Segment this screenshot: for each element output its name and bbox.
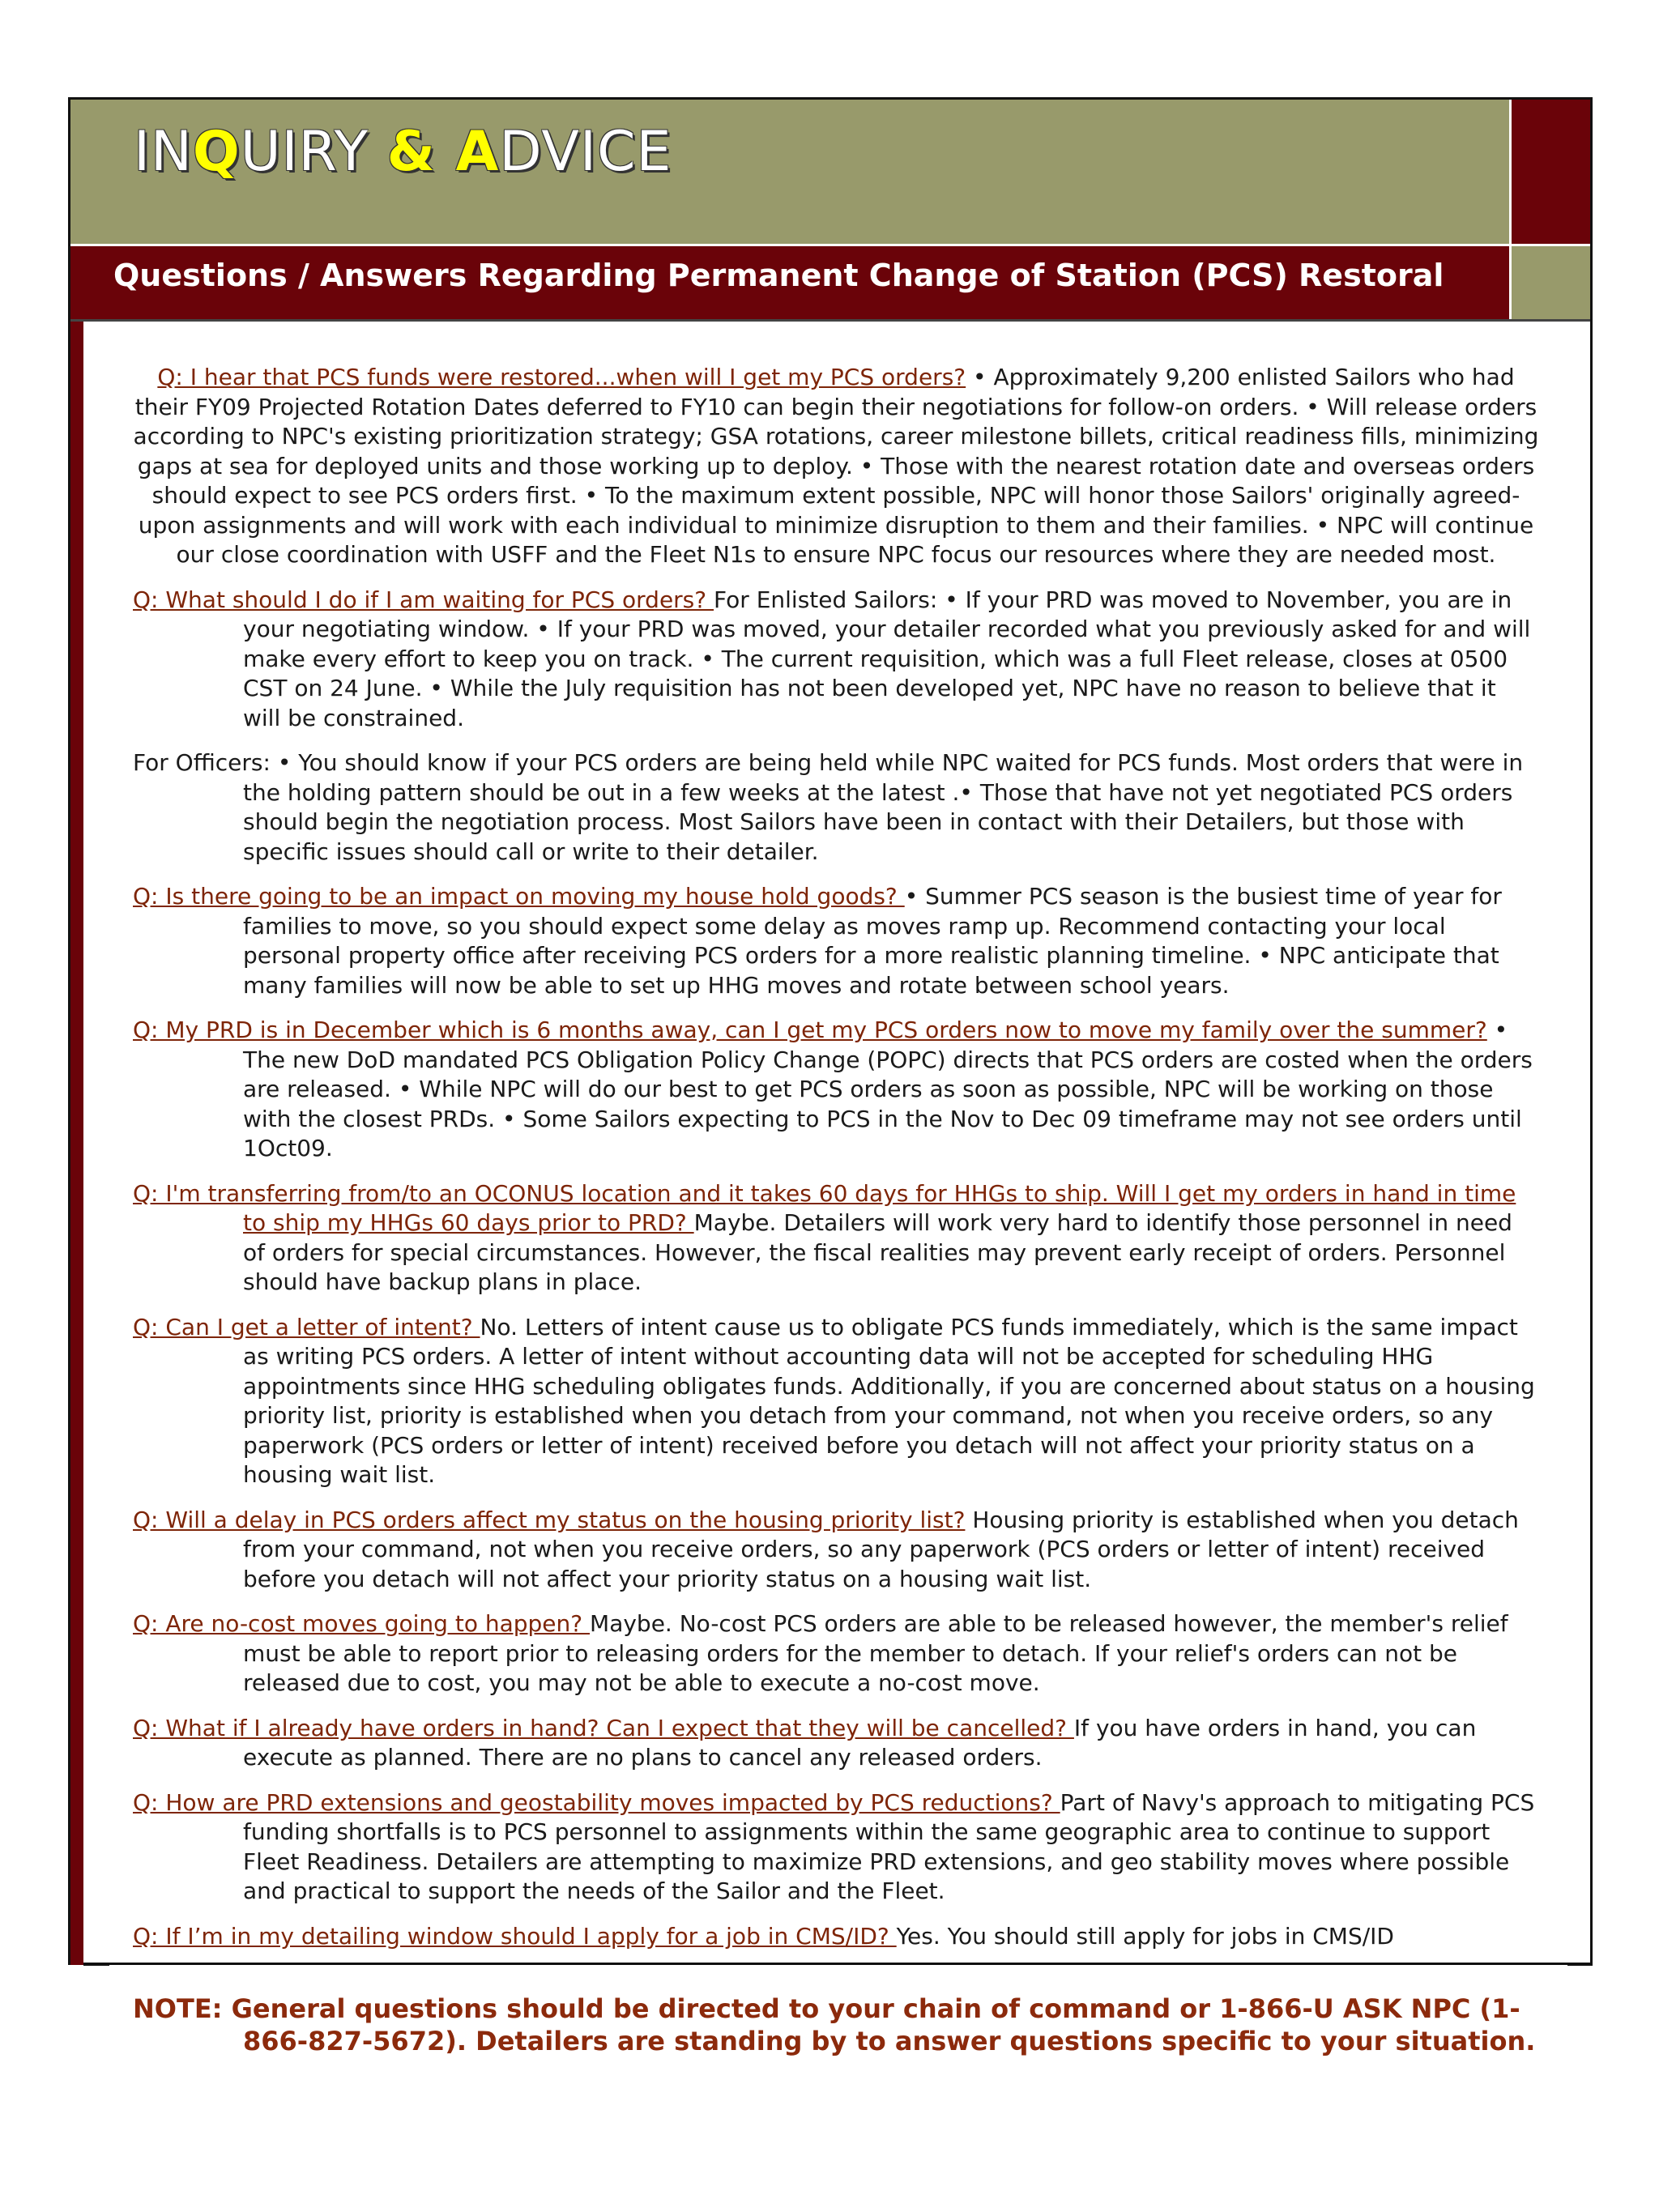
answer: Housing priority is established when you detach from your command, not when you receive orders, so any paperwork (PCS orders or letter of intent) received before you detach will not affect your priority status on a housing wait list. [243, 1506, 1519, 1592]
answer: If you have orders in hand, you can execute as planned. There are no plans to cancel any released orders. [243, 1714, 1477, 1771]
divider [70, 319, 1590, 322]
answer: Yes. You should still apply for jobs in CMS/ID [896, 1922, 1394, 1950]
title-part: DVICE [499, 120, 672, 184]
qa-item [133, 1179, 1539, 1298]
answer: For Enlisted Sailors: • If your PRD was moved to November, you are in your negotiating window. • If your PRD was moved, your detailer recorded what you previously asked for and will make every effort to keep you on track. • The current requisition, which was a full Fleet release, closes at 0500 CST on 24 June. • While the July requisition has not been developed yet, NPC have no reason to believe that it will be constrained. [243, 586, 1531, 731]
qa-list [133, 363, 1539, 1967]
frame-corner-tick [83, 1963, 109, 1966]
question: Q: Is there going to be an impact on moving my house hold goods? [133, 883, 905, 910]
question: Q: What should I do if I am waiting for PCS orders? [133, 586, 714, 613]
qa-item [133, 1788, 1539, 1907]
question: Q: If I’m in my detailing window should I apply for a job in CMS/ID? [133, 1922, 897, 1950]
qa-item [133, 1609, 1539, 1698]
answer: • The new DoD mandated PCS Obligation Policy Change (POPC) directs that PCS orders are costed when the orders are released. • While NPC will do our best to get PCS orders as soon as possible, NPC will be working on those with the closest PRDs. • Some Sailors expecting to PCS in the Nov to Dec 09 timeframe may not see orders until 1Oct09. [243, 1016, 1533, 1161]
qa-item [133, 1714, 1539, 1773]
qa-item [133, 882, 1539, 1000]
note: NOTE: General questions should be directed to your chain of command or 1-866-U ASK NPC (1-866-827-5672). Detailers are standing by to answer questions specific to your situation. [133, 1993, 1536, 2056]
question: Q: What if I already have orders in hand? Can I expect that they will be cancelled? [133, 1714, 1074, 1741]
title-ampersand: & [386, 120, 456, 184]
qa-item [133, 1016, 1539, 1164]
header-corner-block [1512, 100, 1590, 244]
question: Q: Can I get a letter of intent? [133, 1313, 480, 1340]
question: Q: Will a delay in PCS orders affect my status on the housing priority list? [133, 1506, 966, 1533]
question: Q: How are PRD extensions and geostability moves impacted by PCS reductions? [133, 1788, 1060, 1816]
answer: No. Letters of intent cause us to obligate PCS funds immediately, which is the same impact as writing PCS orders. A letter of intent without accounting data will not be accepted for scheduling HHG appointments since HHG scheduling obligates funds. Additionally, if you are concerned about status on a housing priority list, priority is established when you detach from your command, not when you receive orders, so any paperwork (PCS orders or letter of intent) received before you detach will not affect your priority status on a housing wait list. [243, 1313, 1535, 1488]
title-part: UIRY [240, 120, 387, 184]
answer: • Approximately 9,200 enlisted Sailors who had their FY09 Projected Rotation Dates deferred to FY10 can begin their negotiations for follow-on orders. • Will release orders according to NPC's existing prioritization strategy; GSA rotations, career milestone billets, critical readiness fills, minimizing gaps at sea for deployed units and those working up to deploy. • Those with the nearest rotation date and overseas orders should expect to see PCS orders first. • To the maximum extent possible, NPC will honor those Sailors' originally agreed-upon assignments and will work with each individual to minimize disruption to them and their families. • NPC will continue our close coordination with USFF and the Fleet N1s to ensure NPC focus our resources where they are needed most. [133, 364, 1539, 568]
qa-item [133, 1506, 1539, 1595]
title-accent-letter: A [455, 120, 500, 184]
title-accent-letter: Q [192, 120, 241, 184]
question: Q: My PRD is in December which is 6 months away, can I get my PCS orders now to move my family over the summer? [133, 1016, 1487, 1043]
left-accent-bar [70, 322, 83, 1965]
question: Q: Are no-cost moves going to happen? [133, 1610, 591, 1637]
answer: Maybe. Detailers will work very hard to identify those personnel in need of orders for special circumstances. However, the fiscal realities may prevent early receipt of orders. Personnel should have backup plans in place. [243, 1209, 1512, 1295]
qa-item [133, 1922, 1539, 1952]
frame-corner-tick [1567, 1963, 1593, 1966]
subtitle: Questions / Answers Regarding Permanent Change of Station (PCS) Restoral [113, 258, 1444, 293]
qa-item [133, 363, 1539, 570]
qa-item [133, 1313, 1539, 1490]
qa-item [133, 586, 1539, 734]
answer: • Summer PCS season is the busiest time of year for families to move, so you should expect some delay as moves ramp up. Recommend contacting your local personal property office after receiving PCS orders for a more realistic planning timeline. • NPC anticipate that many families will now be able to set up HHG moves and rotate between school years. [243, 883, 1502, 999]
question: Q: I hear that PCS funds were restored...when will I get my PCS orders? [157, 364, 966, 390]
answer: Maybe. No-cost PCS orders are able to be released however, the member's relief must be able to report prior to releasing orders for the member to detach. If your relief's orders can not be released due to cost, you may not be able to execute a no-cost move. [243, 1610, 1508, 1696]
page-title [134, 120, 672, 184]
question: Q: I'm transferring from/to an OCONUS location and it takes 60 days for HHGs to ship. Will I get my orders in hand in time to ship my HHGs 60 days prior to PRD? [133, 1179, 1516, 1236]
answer: Part of Navy's approach to mitigating PCS funding shortfalls is to PCS personnel to assignments within the same geographic area to continue to support Fleet Readiness. Detailers are attempting to maximize PRD extensions, and geo stability moves where possible and practical to support the needs of the Sailor and the Fleet. [243, 1788, 1535, 1904]
qa-item [133, 748, 1539, 867]
title-part: IN [134, 120, 193, 184]
answer: For Officers: • You should know if your PCS orders are being held while NPC waited for PCS funds. Most orders that were in the holding pattern should be out in a few weeks at the latest .• Those that have not yet negotiated PCS orders should begin the negotiation process. Most Sailors have been in contact with their Detailers, but those with specific issues should call or write to their detailer. [133, 749, 1524, 865]
subtitle-corner-block [1512, 246, 1590, 319]
